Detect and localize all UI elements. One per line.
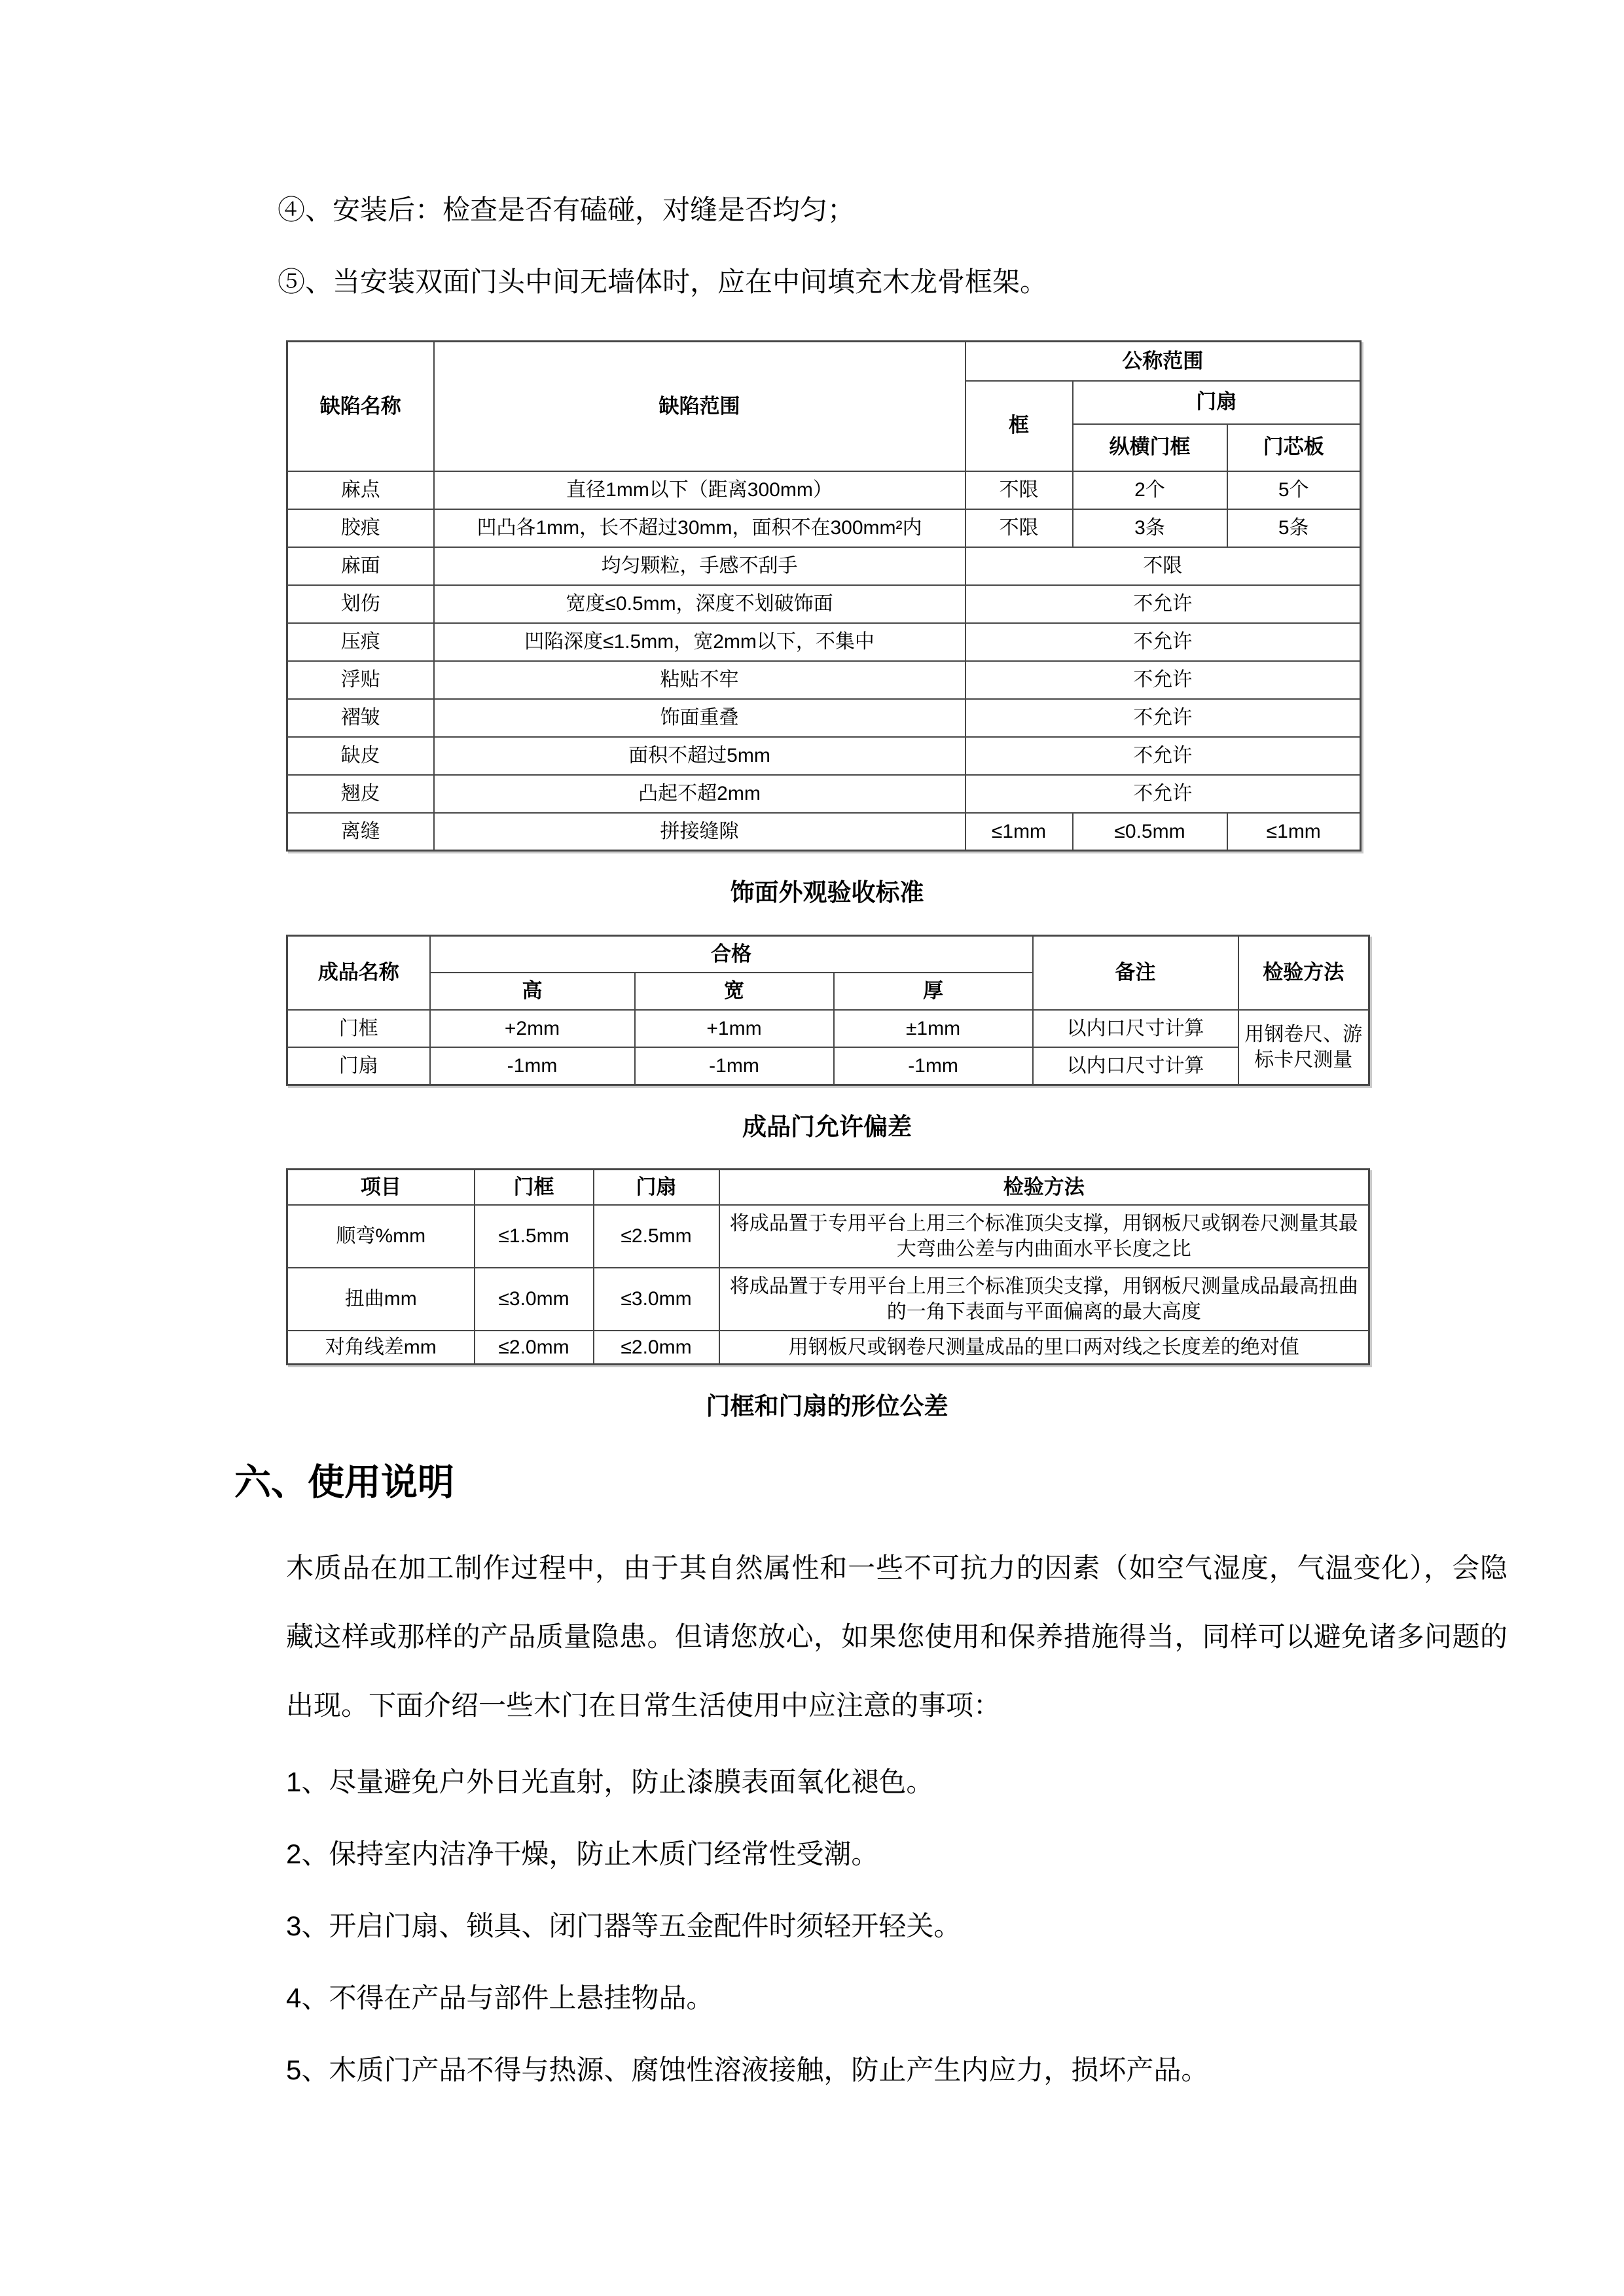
cell-defect-name: 划伤	[287, 585, 434, 623]
cell-defect-range: 拼接缝隙	[434, 813, 965, 851]
cell-defect-range: 宽度≤0.5mm，深度不划破饰面	[434, 585, 965, 623]
usage-section-heading: 六、使用说明	[234, 1461, 454, 1503]
cell-defect-range: 面积不超过5mm	[434, 737, 965, 775]
usage-list	[286, 1746, 1624, 2106]
cell-defect-name: 麻点	[287, 471, 434, 509]
tolerance-table-caption: 门框和门扇的形位公差	[706, 1393, 948, 1420]
table-row	[287, 1205, 1369, 1268]
header-defect-name: 缺陷名称	[287, 342, 434, 471]
usage-item-2: 2、保持室内洁净干燥，防止木质门经常性受潮。	[286, 1838, 879, 1869]
cell-defect-range: 粘贴不牢	[434, 661, 965, 699]
cell-frame: 不限	[965, 509, 1073, 547]
cell-product-name: 门扇	[287, 1047, 430, 1085]
cell-defect-name: 缺皮	[287, 737, 434, 775]
header-thickness: 厚	[834, 973, 1033, 1010]
cell-thickness: ±1mm	[834, 1010, 1033, 1047]
cell-limit-all: 不允许	[965, 661, 1361, 699]
cell-limit-all: 不限	[965, 547, 1361, 585]
usage-item-4: 4、不得在产品与部件上悬挂物品。	[286, 1982, 714, 2013]
cell-frame: ≤1mm	[965, 813, 1073, 851]
header-width: 宽	[635, 973, 834, 1010]
defect-table-caption: 饰面外观验收标准	[730, 879, 924, 906]
cell-method: 用钢板尺或钢卷尺测量成品的里口两对线之长度差的绝对值	[719, 1331, 1369, 1365]
cell-defect-range: 凹凸各1mm，长不超过30mm，面积不在300mm²内	[434, 509, 965, 547]
cell-defect-range: 凸起不超2mm	[434, 775, 965, 813]
table-row	[287, 1331, 1369, 1365]
table-row	[287, 1268, 1369, 1331]
cell-frame: ≤3.0mm	[475, 1268, 594, 1331]
table-row	[287, 1010, 1369, 1047]
header-product-name: 成品名称	[287, 935, 430, 1010]
tolerance-table	[286, 1168, 1370, 1365]
table-row	[287, 1047, 1369, 1085]
cell-thickness: -1mm	[834, 1047, 1033, 1085]
header-frame: 门框	[475, 1170, 594, 1205]
cell-defect-name: 翘皮	[287, 775, 434, 813]
header-remark: 备注	[1033, 935, 1238, 1010]
usage-item-5: 5、木质门产品不得与热源、腐蚀性溶液接触，防止产生内应力，损坏产品。	[286, 2054, 1209, 2085]
cell-leaf: ≤2.5mm	[594, 1205, 719, 1268]
cell-remark: 以内口尺寸计算	[1033, 1010, 1238, 1047]
cell-leaf: ≤2.0mm	[594, 1331, 719, 1365]
cell-defect-name: 离缝	[287, 813, 434, 851]
cell-remark: 以内口尺寸计算	[1033, 1047, 1238, 1085]
cell-leaf: ≤3.0mm	[594, 1268, 719, 1331]
cell-defect-range: 直径1mm以下（距离300mm）	[434, 471, 965, 509]
cell-limit-all: 不允许	[965, 775, 1361, 813]
cell-core-board: ≤1mm	[1227, 813, 1361, 851]
cell-method: 将成品置于专用平台上用三个标准顶尖支撑，用钢板尺测量成品最高扭曲的一角下表面与平面偏离的最大高度	[719, 1268, 1369, 1331]
usage-item-3: 3、开启门扇、锁具、闭门器等五金配件时须轻开轻关。	[286, 1910, 962, 1941]
table-row	[287, 471, 1361, 509]
cell-vh-frame: ≤0.5mm	[1073, 813, 1227, 851]
cell-height: -1mm	[430, 1047, 635, 1085]
header-frame: 框	[965, 381, 1073, 471]
cell-limit-all: 不允许	[965, 737, 1361, 775]
cell-method: 用钢卷尺、游标卡尺测量	[1238, 1010, 1369, 1085]
header-core-board: 门芯板	[1227, 424, 1361, 471]
header-leaf: 门扇	[594, 1170, 719, 1205]
cell-item: 对角线差mm	[287, 1331, 475, 1365]
header-nominal-range: 公称范围	[965, 342, 1361, 381]
header-height: 高	[430, 973, 635, 1010]
cell-vh-frame: 2个	[1073, 471, 1227, 509]
cell-core-board: 5条	[1227, 509, 1361, 547]
cell-defect-range: 凹陷深度≤1.5mm，宽2mm以下，不集中	[434, 623, 965, 661]
deviation-table-caption: 成品门允许偏差	[742, 1113, 912, 1140]
cell-vh-frame: 3条	[1073, 509, 1227, 547]
cell-frame: ≤1.5mm	[475, 1205, 594, 1268]
usage-paragraph: 木质品在加工制作过程中，由于其自然属性和一些不可抗力的因素（如空气湿度，气温变化），会隐藏这样或那样的产品质量隐患。但请您放心，如果您使用和保养措施得当，同样可以避免诸多问题的出现。下面介绍一些木门在日常生活使用中应注意的事项：	[286, 1552, 1507, 1721]
cell-limit-all: 不允许	[965, 699, 1361, 737]
cell-defect-range: 饰面重叠	[434, 699, 965, 737]
cell-core-board: 5个	[1227, 471, 1361, 509]
table-row	[287, 661, 1361, 699]
deviation-table	[286, 935, 1370, 1086]
header-qualified: 合格	[430, 935, 1033, 973]
table-row	[287, 623, 1361, 661]
cell-limit-all: 不允许	[965, 585, 1361, 623]
cell-limit-all: 不允许	[965, 623, 1361, 661]
header-item: 项目	[287, 1170, 475, 1205]
cell-width: -1mm	[635, 1047, 834, 1085]
cell-defect-range: 均匀颗粒，手感不刮手	[434, 547, 965, 585]
header-vh-frame: 纵横门框	[1073, 424, 1227, 471]
table-row	[287, 509, 1361, 547]
header-method: 检验方法	[719, 1170, 1369, 1205]
table-row	[287, 585, 1361, 623]
cell-defect-name: 压痕	[287, 623, 434, 661]
note-item-4: ④、安装后：检查是否有磕碰，对缝是否均匀；	[278, 194, 856, 225]
installation-notes	[278, 0, 1624, 298]
table-row	[287, 813, 1361, 851]
cell-method: 将成品置于专用平台上用三个标准顶尖支撑，用钢板尺或钢卷尺测量其最大弯曲公差与内曲面水平长度之比	[719, 1205, 1369, 1268]
cell-product-name: 门框	[287, 1010, 430, 1047]
table-row	[287, 699, 1361, 737]
cell-defect-name: 胶痕	[287, 509, 434, 547]
cell-defect-name: 浮贴	[287, 661, 434, 699]
defect-acceptance-table	[286, 340, 1362, 852]
cell-item: 扭曲mm	[287, 1268, 475, 1331]
cell-frame: 不限	[965, 471, 1073, 509]
table-row	[287, 775, 1361, 813]
table-row	[287, 737, 1361, 775]
usage-item-1: 1、尽量避免户外日光直射，防止漆膜表面氧化褪色。	[286, 1766, 934, 1797]
header-door-leaf: 门扇	[1073, 381, 1361, 424]
cell-defect-name: 麻面	[287, 547, 434, 585]
header-method: 检验方法	[1238, 935, 1369, 1010]
header-defect-range: 缺陷范围	[434, 342, 965, 471]
note-item-5: ⑤、当安装双面门头中间无墙体时，应在中间填充木龙骨框架。	[278, 266, 1048, 297]
cell-defect-name: 褶皱	[287, 699, 434, 737]
cell-height: +2mm	[430, 1010, 635, 1047]
cell-frame: ≤2.0mm	[475, 1331, 594, 1365]
table-row	[287, 547, 1361, 585]
cell-item: 顺弯%mm	[287, 1205, 475, 1268]
cell-width: +1mm	[635, 1010, 834, 1047]
